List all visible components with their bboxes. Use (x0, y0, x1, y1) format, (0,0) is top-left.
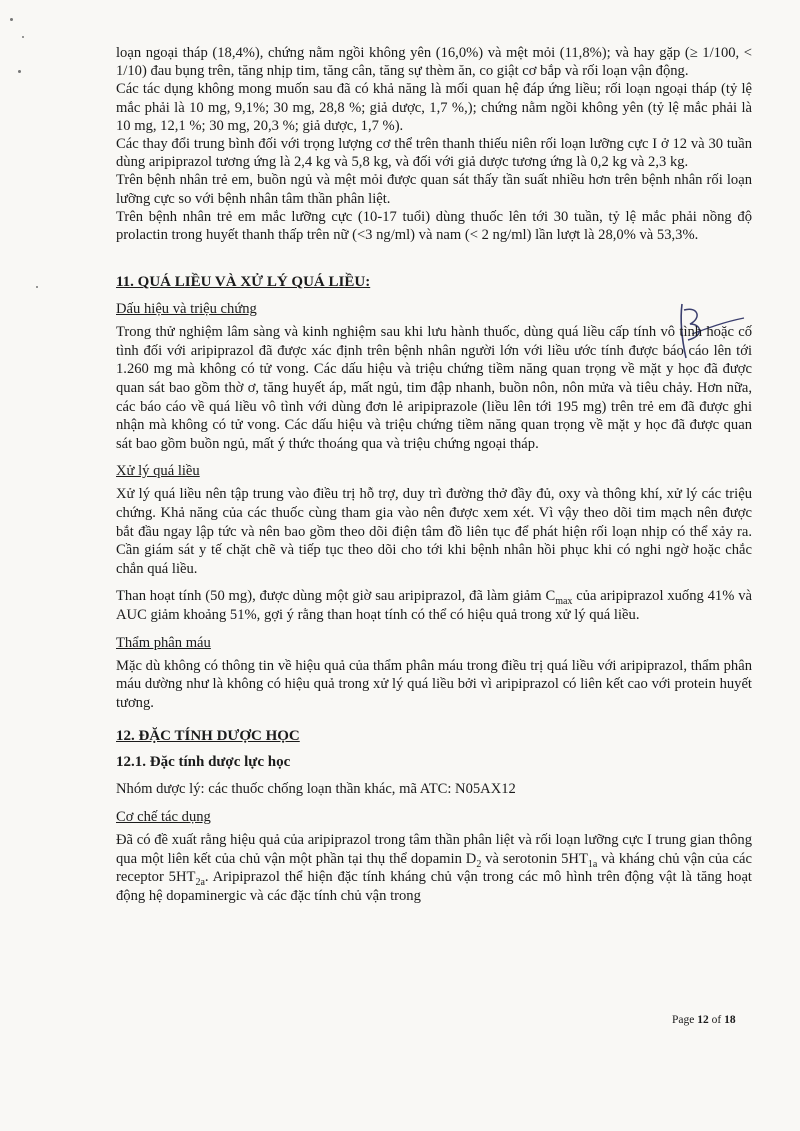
scan-artifact (22, 36, 24, 38)
section-heading-pharmacology: 12. ĐẶC TÍNH DƯỢC HỌC (116, 728, 300, 745)
paragraph: Trên bệnh nhân trẻ em, buồn ngủ và mệt mỏi được quan sát thấy tần suất nhiều hơn trên bệnh nhân rối loạn lưỡng cực so với bệnh nhân tâm thần phân liệt. (116, 172, 752, 207)
paragraph-mechanism: Đã có đề xuất rằng hiệu quả của aripiprazol trong tâm thần phân liệt và rối loạn lưỡng cực I trung gian thông qua một liên kết của chủ vận một phần tại thụ thể dopamin $D_2$ và serotonin $5HT_{1a}$ và kháng chủ vận của các receptor $5HT_{2a}$. Aripiprazol thể hiện đặc tính kháng chủ vận trong các mô hình trên động vật là tăng hoạt động hệ dopaminergic và các đặc tính chủ vận trong (116, 831, 752, 904)
scan-artifact (18, 70, 21, 73)
scan-artifact (10, 18, 13, 21)
paragraph: Trên bệnh nhân trẻ em mắc lưỡng cực (10-17 tuổi) dùng thuốc lên tới 30 tuần, tỷ lệ mắc phải nồng độ prolactin trong huyết thanh thấp trên nữ (<3 ng/ml) và nam (< 2 ng/ml) lần lượt là 28,0% và 53,3%. (116, 208, 752, 244)
paragraph-charcoal: Than hoạt tính (50 mg), được dùng một giờ sau aripiprazol, đã làm giảm $C_{max}$ của aripiprazol xuống 41% và AUC giảm khoảng 51%, gợi ý rằng than hoạt tính có thể có hiệu quả trong xử lý quá liều. (116, 588, 752, 623)
paragraph: Trong thử nghiệm lâm sàng và kinh nghiệm sau khi lưu hành thuốc, dùng quá liều cấp tính vô tình hoặc cố tình đối với aripiprazol đã được xác định trên bệnh nhân người lớn với liều ước tính được báo cáo lên tới 1.260 mg mà không có tử vong. Các dấu hiệu và triệu chứng tiềm năng quan trọng về mặt y học đã được quan sát bao gồm thờ ơ, tăng huyết áp, mất ngủ, tim đập nhanh, buồn nôn, nôn mửa và tiêu chảy. Hơn nữa, các báo cáo về quá liều vô tình với dùng đơn lẻ aripiprazole (liều lên tới 195 mg) trên trẻ em đã được ghi nhận mà không có tử vong. Các dấu hiệu và triệu chứng tiềm năng quan trọng về mặt y học đã được quan sát bao gồm buồn ngủ, mất ý thức thoáng qua và triệu chứng ngoại tháp. (116, 324, 752, 452)
paragraph: Xử lý quá liều nên tập trung vào điều trị hỗ trợ, duy trì đường thở đầy đủ, oxy và thông khí, xử lý các triệu chứng. Khả năng của các thuốc cùng tham gia vào nên được xem xét. Vì vậy theo dõi tim mạch nên được bắt đầu ngay lập tức và nên bao gồm theo dõi điện tâm đồ liên tục để phát hiện rối loạn nhịp có thể xảy ra. Cần giám sát y tế chặt chẽ và tiếp tục theo dõi cho tới khi bệnh nhân hồi phục khi có nghi ngờ hoặc chắc chắn quá liều. (116, 486, 752, 577)
subheading-treatment: Xử lý quá liều (116, 463, 200, 480)
subheading-signs: Dấu hiệu và triệu chứng (116, 301, 257, 318)
section-heading-overdose: 11. QUÁ LIỀU VÀ XỬ LÝ QUÁ LIỀU: (116, 274, 371, 291)
subsection-heading: 12.1. Đặc tính dược lực học (116, 754, 291, 771)
paragraph: Các thay đổi trung bình đối với trọng lượng cơ thể trên thanh thiếu niên rối loạn lưỡng cực I ở 12 và 30 tuần dùng aripiprazol tương ứng là 2,4 kg và 5,8 kg, và đối với giả dược tương ứng là 0,2 kg và 2,3 kg. (116, 136, 752, 171)
paragraph: Mặc dù không có thông tin về hiệu quả của thẩm phân máu trong điều trị quá liều với aripiprazol, thẩm phân máu dường như là không có hiệu quả trong xử lý quá liều bởi vì aripiprazol có liên kết cao với protein huyết tương. (116, 657, 752, 711)
paragraph: loạn ngoại tháp (18,4%), chứng nằm ngồi không yên (16,0%) và mệt mỏi (11,8%); và hay gặp (≥ 1/100, < 1/10) đau bụng trên, tăng nhịp tim, tăng cân, tăng sự thèm ăn, co giật cơ bắp và rối loạn vận động. (116, 45, 752, 80)
scan-artifact (36, 286, 38, 288)
subheading-mechanism: Cơ chế tác dụng (116, 808, 211, 825)
document-body (116, 38, 752, 905)
paragraph: Nhóm dược lý: các thuốc chống loạn thần khác, mã ATC: N05AX12 (116, 781, 516, 798)
paragraph: Các tác dụng không mong muốn sau đã có khả năng là mối quan hệ đáp ứng liều; rối loạn ngoại tháp (tỷ lệ mắc phải là 10 mg, 9,1%; 30 mg, 28,8 %; giả dược, 1,7 %,); chứng nằm ngồi không yên (tỷ lệ mắc phải là 10 mg, 12,1 %; 30 mg, 20,3 %; giả dược, 1,7 %). (116, 81, 752, 134)
subheading-dialysis: Thẩm phân máu (116, 634, 211, 651)
page-number: Page 12 of 18 (672, 1014, 736, 1026)
